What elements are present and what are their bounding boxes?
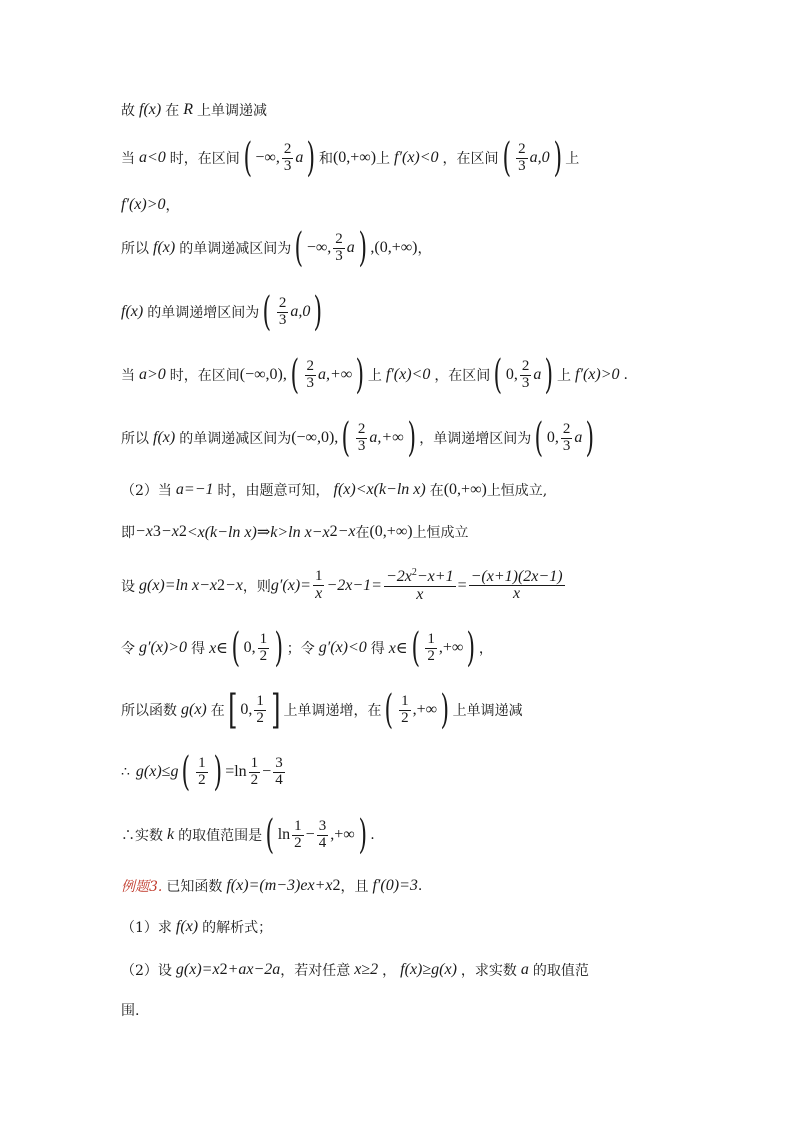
line-4: 所以 f(x) 的单调递减区间为 ( −∞, $\frac{2}{3}$ a ) ,(0,+∞) ， <box>121 225 432 271</box>
line-9: 即 −x 3 −x 2 <x(k−ln x)⇒k>ln x−x 2 −x 在 (0,+∞) 上恒成立 <box>121 523 469 541</box>
example-label: 例题3. <box>121 879 163 895</box>
fraction: $\frac{1}{2}$ <box>259 630 268 664</box>
fraction: $\frac{2}{3}$ <box>518 140 526 174</box>
fraction: $\frac{1}{x}$ <box>314 568 323 602</box>
line-1: 故 f(x) 在 R 上单调递减 <box>121 101 267 119</box>
line-3: f′(x)>0 ， <box>121 196 180 214</box>
fraction: $\frac{-2x^2-x+1}{x}$ <box>385 567 454 603</box>
fraction: $\frac{3}{4}$ <box>275 754 283 788</box>
fraction: $\frac{2}{3}$ <box>278 294 287 328</box>
fraction: $\frac{3}{4}$ <box>318 817 327 851</box>
fraction: $\frac{2}{3}$ <box>306 357 314 391</box>
fraction: $\frac{1}{2}$ <box>256 692 264 726</box>
fraction: $\frac{1}{2}$ <box>198 754 206 788</box>
line-2: 当 a<0 时，在区间 ( −∞, $\frac{2}{3}$ a ) 和 (0,+∞) 上 f′(x)<0 ，在区间 ( $\frac{2}{3}$ a,0 ) 上 <box>121 135 580 181</box>
fraction: $\frac{2}{3}$ <box>562 420 571 454</box>
fraction: $\frac{2}{3}$ <box>357 420 366 454</box>
line-10: 设 g(x)=ln x−x 2 −x ，则 g′(x)= $\frac{1}{x}$ −2x−1= $\frac{-2x^2-x+1}{x}$ = $\frac{-(x+1)(2x-1)}{x}$ <box>121 567 563 603</box>
line-12: 所以函数 g(x) 在 [ 0, $\frac{1}{2}$ ] 上单调递增，在 ( $\frac{1}{2}$ ,+∞ ) 上单调递减 <box>121 687 523 733</box>
line-13: ∴ g(x)≤g ( $\frac{1}{2}$ ) =ln $\frac{1}{2}$ − $\frac{3}{4}$ <box>121 749 283 795</box>
line-16: （1）求 f(x) 的解析式； <box>121 918 273 936</box>
fraction: $\frac{2}{3}$ <box>521 357 530 391</box>
fraction: $\frac{2}{3}$ <box>335 230 343 264</box>
fraction: $\frac{1}{2}$ <box>250 754 259 788</box>
fraction: $\frac{1}{2}$ <box>401 692 409 726</box>
fraction: $\frac{1}{2}$ <box>294 817 302 851</box>
line-14: ∴实数 k 的取值范围是 ( ln $\frac{1}{2}$ − $\frac{3}{4}$ ,+∞ ) . <box>121 812 375 858</box>
fraction: $\frac{2}{3}$ <box>283 140 292 174</box>
line-18: 围. <box>121 1003 140 1019</box>
fraction: $\frac{1}{2}$ <box>427 630 435 664</box>
line-8: （2）当 a=−1 时，由题意可知， f(x)<x(k−ln x) 在 (0,+∞) 上恒成立, <box>121 481 548 499</box>
line-5: f(x) 的单调递增区间为 ( $\frac{2}{3}$ a,0 ) <box>121 289 323 335</box>
line-6: 当 a>0 时，在区间 (−∞,0), ( $\frac{2}{3}$ a,+∞ ) 上 f′(x)<0 ，在区间 ( 0, $\frac{2}{3}$ a ) 上 f′(x)>0 . <box>121 352 628 398</box>
line-11: 令 g′(x)>0 得 x∈ ( 0, $\frac{1}{2}$ ) ；令 g′(x)<0 得 x∈ ( $\frac{1}{2}$ ,+∞ ) ， <box>121 625 493 671</box>
line-15: 例题3. 已知函数 f(x)=(m−3)e x +x 2 ，且 f′(0)=3 . <box>121 877 423 895</box>
line-17: （2）设 g(x)=x 2 +ax−2a ，若对任意 x≥2 ， f(x)≥g(x) ，求实数 a 的取值范 <box>121 961 589 979</box>
line-7: 所以 f(x) 的单调递减区间为 (−∞,0), ( $\frac{2}{3}$ a,+∞ ) ，单调递增区间为 ( 0, $\frac{2}{3}$ a ) <box>121 415 595 461</box>
fraction: $\frac{-(x+1)(2x-1)}{x}$ <box>470 567 563 603</box>
